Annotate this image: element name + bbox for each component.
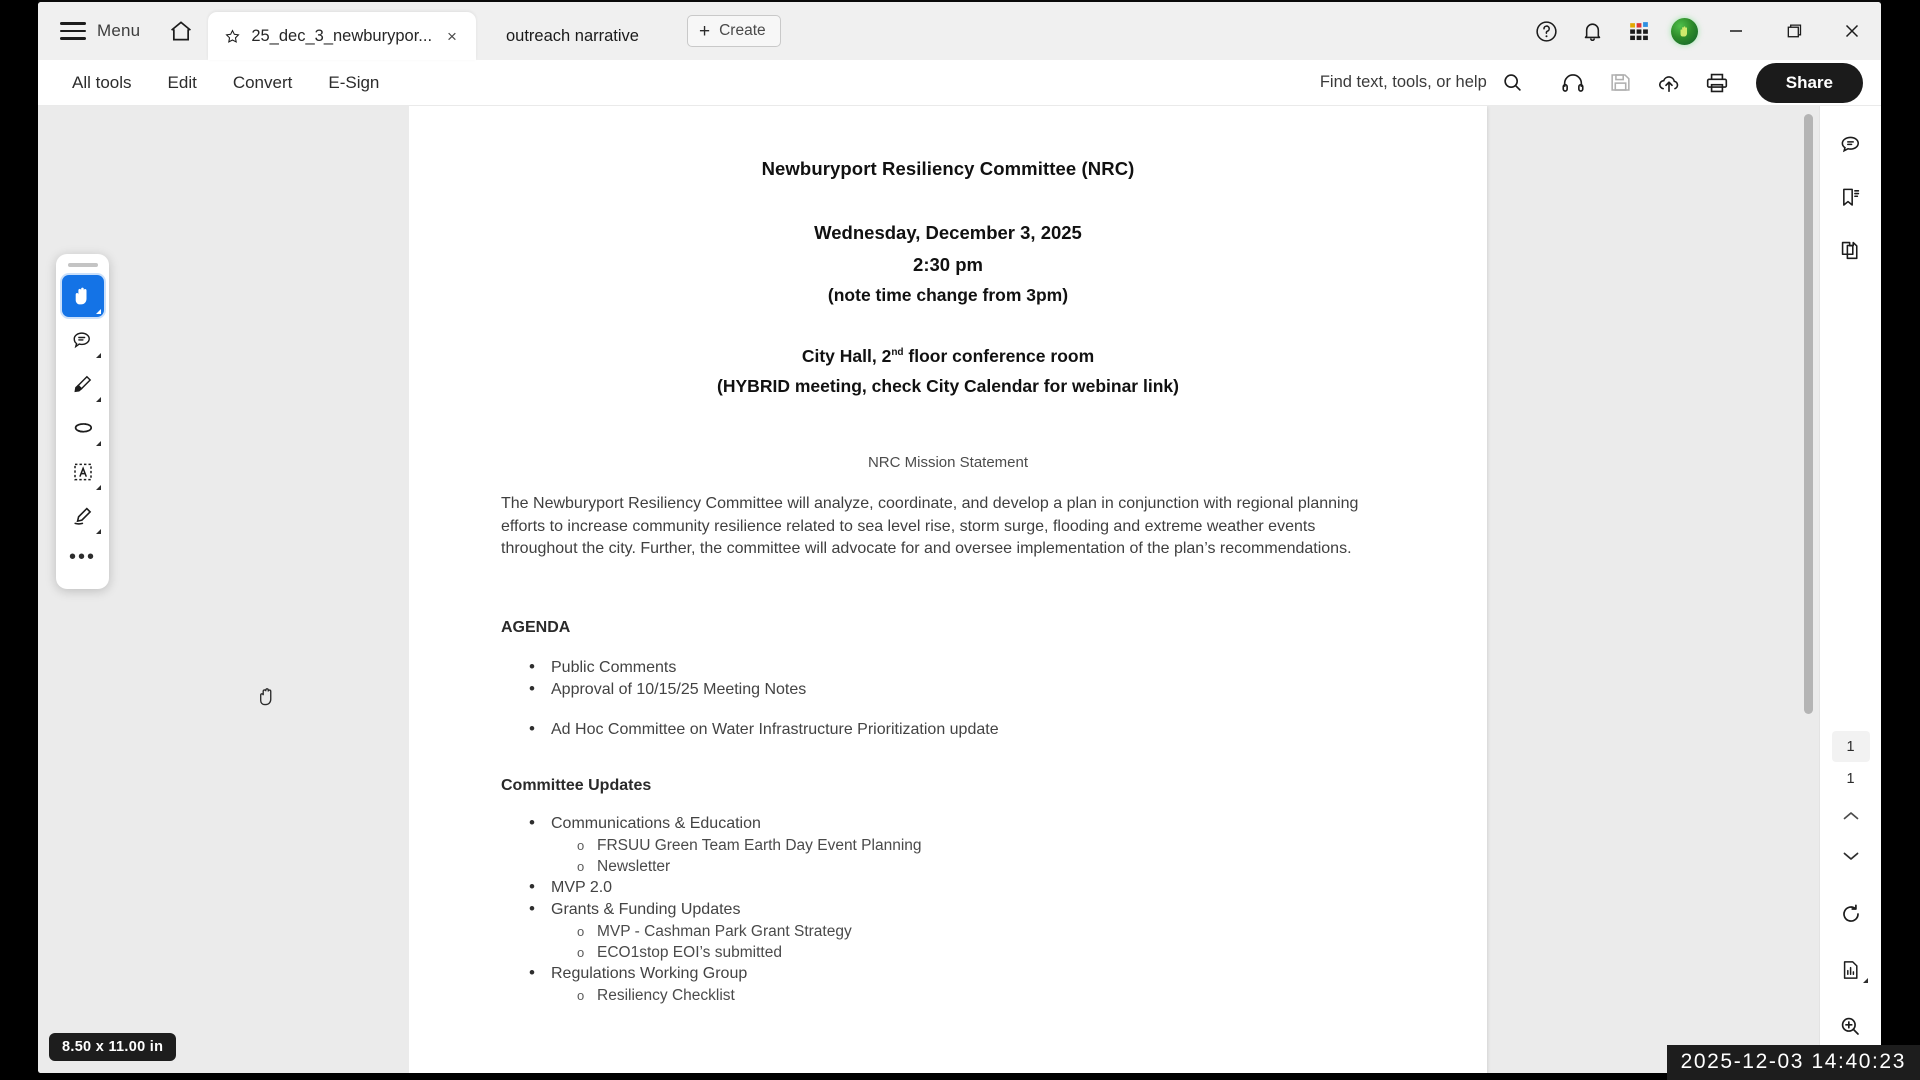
workspace [38, 106, 1881, 1073]
create-button[interactable] [687, 15, 781, 47]
doc-location-suffix: floor conference room [903, 346, 1095, 366]
doc-agenda-list-b [501, 719, 1395, 741]
document-content [501, 158, 1395, 1006]
draw-tool-button[interactable] [62, 407, 104, 449]
list-item: o MVP - Cashman Park Grant Strategy [501, 921, 1395, 942]
more-tools-button[interactable] [62, 539, 104, 581]
tab-document-inactive[interactable] [490, 12, 653, 60]
desktop-right-strip [1881, 0, 1920, 1080]
star-icon[interactable] [224, 28, 241, 45]
page-thumbnails-icon [1838, 238, 1863, 263]
tab-title: outreach narrative [505, 26, 639, 45]
search-placeholder: Find text, tools, or help [1319, 73, 1487, 91]
list-item: • Public Comments [501, 657, 1395, 679]
highlighter-pen-icon [71, 373, 94, 396]
highlight-tool-button[interactable] [62, 363, 104, 405]
next-page-button[interactable] [1831, 839, 1871, 873]
menu-label: Menu [97, 21, 141, 40]
chevron-expand-icon [96, 529, 101, 534]
home-icon [168, 18, 194, 44]
doc-mission-body: The Newburyport Resiliency Committee will analyze, coordinate, and develop a plan in conjunction with regional planning efforts to increase community resilience related to sea level rise, storm surge, flooding and extreme weather events throughout the city. Further, the committee will advocate for and oversee implementation of the plan’s recommendations. [501, 495, 1359, 557]
mouse-cursor-hand [256, 682, 280, 714]
comments-panel-icon [1838, 132, 1863, 157]
list-item: o Newsletter [501, 856, 1395, 877]
doc-meeting-date: Wednesday, December 3, 2025 [814, 222, 1082, 243]
signature-icon [71, 504, 95, 528]
screen-recording-timestamp: 2025-12-03 14:40:23 [1667, 1045, 1920, 1080]
menu-all-tools[interactable]: All tools [72, 72, 132, 92]
document-viewport[interactable] [409, 106, 1819, 1073]
home-button[interactable] [154, 2, 208, 60]
minimize-icon [1727, 22, 1745, 40]
close-window-button[interactable] [1823, 2, 1881, 60]
cursor-hand-icon [256, 682, 280, 709]
create-label: Create [719, 22, 766, 39]
comments-panel-button[interactable] [1829, 122, 1873, 166]
maximize-button[interactable] [1765, 2, 1823, 60]
apps-grid-button[interactable] [1615, 2, 1661, 60]
list-item: • Grants & Funding Updates [501, 899, 1395, 921]
current-page-input[interactable]: 1 [1832, 731, 1870, 762]
previous-page-button[interactable] [1831, 799, 1871, 833]
doc-time-note: (note time change from 3pm) [827, 285, 1069, 305]
doc-location-note: (HYBRID meeting, check City Calendar for webinar link) [717, 376, 1179, 396]
chevron-expand-icon [96, 309, 101, 314]
cloud-upload-icon [1656, 70, 1682, 96]
close-icon [1842, 21, 1862, 41]
rotate-page-button[interactable] [1831, 897, 1871, 931]
freehand-loop-icon [71, 416, 95, 440]
minimize-button[interactable] [1707, 2, 1765, 60]
doc-updates-heading: Committee Updates [501, 776, 652, 794]
list-item: • MVP 2.0 [501, 877, 1395, 899]
hand-glyph-icon [1677, 24, 1692, 39]
pdf-page [409, 106, 1487, 1073]
annotation-toolbar [56, 254, 109, 589]
zoom-button[interactable] [1831, 1009, 1871, 1043]
hand-tool-button[interactable] [62, 275, 104, 317]
plus-icon: + [698, 20, 711, 42]
search-input[interactable] [1310, 66, 1534, 99]
list-item: • Regulations Working Group [501, 963, 1395, 985]
help-button[interactable] [1523, 2, 1569, 60]
avatar [1671, 18, 1698, 45]
print-button[interactable] [1694, 63, 1740, 103]
tab-strip [208, 2, 653, 60]
share-button[interactable] [1756, 63, 1863, 103]
chevron-expand-icon [1863, 978, 1868, 983]
list-item: o Resiliency Checklist [501, 985, 1395, 1006]
chevron-expand-icon [96, 353, 101, 358]
palette-drag-handle[interactable] [68, 263, 98, 267]
doc-location-prefix: City Hall, 2 [801, 346, 892, 366]
menu-esign[interactable]: E-Sign [328, 72, 380, 92]
hand-icon [71, 284, 95, 308]
signature-tool-button[interactable] [62, 495, 104, 537]
page-tools-icon [1839, 958, 1863, 982]
list-item: • Ad Hoc Committee on Water Infrastructure Prioritization update [501, 719, 1395, 741]
comment-tool-button[interactable] [62, 319, 104, 361]
headphones-icon [1560, 70, 1586, 96]
chevron-expand-icon [96, 441, 101, 446]
application-window [38, 2, 1881, 1073]
bookmarks-panel-button[interactable] [1829, 175, 1873, 219]
title-bar [38, 2, 1881, 60]
page-size-badge: 8.50 x 11.00 in [49, 1033, 176, 1061]
doc-updates-list [501, 813, 1395, 1006]
doc-agenda-list-a [501, 657, 1395, 701]
printer-icon [1704, 70, 1730, 96]
notifications-bell-icon [1580, 19, 1605, 44]
main-toolbar [38, 60, 1881, 106]
apps-grid-icon [1626, 19, 1651, 44]
user-avatar-button[interactable] [1661, 2, 1707, 60]
left-gutter [38, 106, 409, 1073]
rotate-clockwise-icon [1839, 902, 1863, 926]
menu-edit[interactable]: Edit [167, 72, 197, 92]
share-label: Share [1785, 72, 1833, 92]
doc-title: Newburyport Resiliency Committee (NRC) [761, 158, 1135, 179]
doc-mission-heading: NRC Mission Statement [867, 454, 1029, 471]
doc-meeting-time: 2:30 pm [913, 254, 983, 275]
list-item: • Communications & Education [501, 813, 1395, 835]
list-item: • Approval of 10/15/25 Meeting Notes [501, 679, 1395, 701]
page-tools-button[interactable] [1831, 953, 1871, 987]
chevron-expand-icon [96, 397, 101, 402]
document-scrollbar-thumb[interactable] [1804, 114, 1813, 714]
page-navigation-group [1820, 731, 1881, 1049]
page-thumbnails-button[interactable] [1829, 228, 1873, 272]
save-button[interactable] [1598, 63, 1644, 103]
maximize-icon [1785, 22, 1804, 41]
help-icon [1534, 19, 1559, 44]
total-pages-label: 1 [1846, 771, 1855, 787]
right-sidebar [1819, 106, 1881, 1073]
comment-bubble-icon [71, 329, 94, 352]
hamburger-icon [60, 22, 86, 40]
chevron-down-icon [1841, 849, 1861, 863]
desktop-left-strip [0, 0, 38, 1080]
desktop-bottom-strip [0, 1073, 1920, 1080]
text-select-tool-button[interactable] [62, 451, 104, 493]
add-text-box-icon [71, 460, 95, 484]
more-tools-label: ••• [68, 546, 96, 568]
tab-title: 25_dec_3_newburypor... [251, 26, 433, 45]
tab-close-icon[interactable]: × [447, 26, 457, 46]
menu-convert[interactable]: Convert [232, 72, 293, 92]
zoom-in-icon [1838, 1014, 1863, 1039]
search-icon [1501, 71, 1524, 94]
doc-agenda-heading: AGENDA [501, 618, 571, 636]
upload-cloud-button[interactable] [1646, 63, 1692, 103]
notifications-button[interactable] [1569, 2, 1615, 60]
list-item: o ECO1stop EOI’s submitted [501, 942, 1395, 963]
list-item: o FRSUU Green Team Earth Day Event Planning [501, 835, 1395, 856]
toolbar-right-group [1310, 63, 1863, 103]
chevron-up-icon [1841, 809, 1861, 823]
doc-location-ordinal: nd [891, 347, 904, 359]
chevron-expand-icon [96, 485, 101, 490]
menu-button[interactable] [38, 2, 154, 60]
tab-document-active[interactable] [208, 12, 476, 60]
bookmarks-panel-icon [1838, 185, 1863, 210]
doc-location [501, 346, 1395, 367]
save-floppy-icon [1608, 70, 1633, 95]
title-bar-right-group [1523, 2, 1881, 60]
read-aloud-button[interactable] [1550, 63, 1596, 103]
